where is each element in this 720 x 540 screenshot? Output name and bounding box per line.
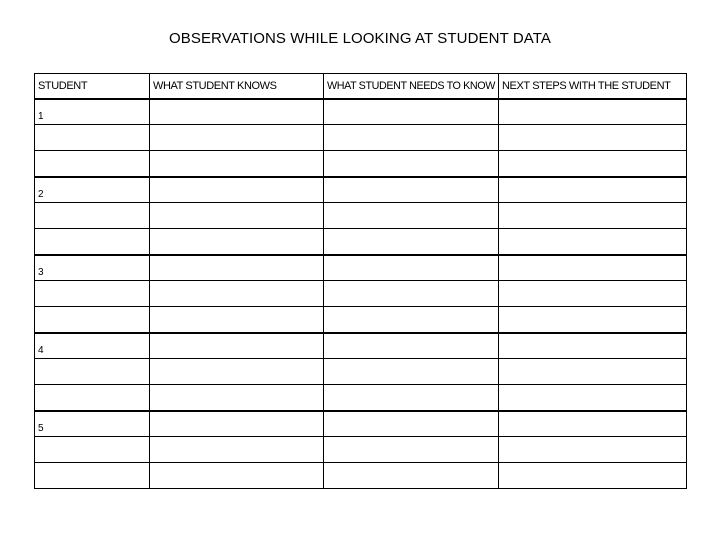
student-cell[interactable]: [35, 437, 150, 463]
needs-cell[interactable]: [324, 281, 499, 307]
next-steps-cell[interactable]: [499, 359, 687, 385]
needs-cell[interactable]: [324, 255, 499, 281]
header-label: WHAT STUDENT NEEDS TO KNOW: [327, 80, 495, 92]
knows-cell[interactable]: [150, 437, 324, 463]
needs-cell[interactable]: [324, 359, 499, 385]
student-number: 2: [38, 188, 44, 200]
table-row: [35, 125, 687, 151]
next-steps-cell[interactable]: [499, 463, 687, 489]
student-cell: [35, 177, 150, 203]
needs-cell[interactable]: [324, 125, 499, 151]
student-number: 5: [38, 422, 44, 434]
needs-cell[interactable]: [324, 307, 499, 333]
table-row: [35, 463, 687, 489]
table-row: [35, 203, 687, 229]
next-steps-cell[interactable]: [499, 333, 687, 359]
table-row: [35, 151, 687, 177]
next-steps-cell[interactable]: [499, 151, 687, 177]
knows-cell[interactable]: [150, 125, 324, 151]
knows-cell[interactable]: [150, 177, 324, 203]
knows-cell[interactable]: [150, 411, 324, 437]
next-steps-cell[interactable]: [499, 281, 687, 307]
observation-table: [34, 73, 687, 489]
student-cell: [35, 99, 150, 125]
knows-cell[interactable]: [150, 333, 324, 359]
needs-cell[interactable]: [324, 437, 499, 463]
student-cell[interactable]: [35, 203, 150, 229]
student-number: 1: [38, 110, 44, 122]
table-row: [35, 359, 687, 385]
student-cell[interactable]: [35, 125, 150, 151]
knows-cell[interactable]: [150, 151, 324, 177]
needs-cell[interactable]: [324, 229, 499, 255]
next-steps-cell[interactable]: [499, 203, 687, 229]
next-steps-cell[interactable]: [499, 125, 687, 151]
next-steps-cell[interactable]: [499, 229, 687, 255]
header-row: [35, 74, 687, 99]
next-steps-cell[interactable]: [499, 177, 687, 203]
table-row: [35, 411, 687, 437]
header-student: STUDENT: [35, 74, 150, 99]
needs-cell[interactable]: [324, 463, 499, 489]
needs-cell[interactable]: [324, 99, 499, 125]
student-cell[interactable]: [35, 463, 150, 489]
header-what-student-knows: WHAT STUDENT KNOWS: [150, 74, 324, 99]
header-what-student-needs-to-know: [324, 74, 499, 99]
student-cell[interactable]: [35, 151, 150, 177]
table-row: [35, 385, 687, 411]
next-steps-cell[interactable]: [499, 385, 687, 411]
needs-cell[interactable]: [324, 203, 499, 229]
next-steps-cell[interactable]: [499, 437, 687, 463]
next-steps-cell[interactable]: [499, 255, 687, 281]
table-row: [35, 229, 687, 255]
knows-cell[interactable]: [150, 203, 324, 229]
table-row: [35, 333, 687, 359]
student-cell: [35, 411, 150, 437]
needs-cell[interactable]: [324, 385, 499, 411]
knows-cell[interactable]: [150, 255, 324, 281]
table-row: [35, 255, 687, 281]
student-cell[interactable]: [35, 385, 150, 411]
student-cell[interactable]: [35, 307, 150, 333]
knows-cell[interactable]: [150, 463, 324, 489]
student-cell[interactable]: [35, 281, 150, 307]
knows-cell[interactable]: [150, 229, 324, 255]
needs-cell[interactable]: [324, 333, 499, 359]
student-cell: [35, 333, 150, 359]
needs-cell[interactable]: [324, 151, 499, 177]
knows-cell[interactable]: [150, 359, 324, 385]
student-cell: [35, 255, 150, 281]
knows-cell[interactable]: [150, 281, 324, 307]
needs-cell[interactable]: [324, 177, 499, 203]
table-row: [35, 177, 687, 203]
needs-cell[interactable]: [324, 411, 499, 437]
knows-cell[interactable]: [150, 307, 324, 333]
student-number: 3: [38, 266, 44, 278]
next-steps-cell[interactable]: [499, 99, 687, 125]
student-cell[interactable]: [35, 359, 150, 385]
table-row: [35, 99, 687, 125]
table-row: [35, 281, 687, 307]
table-row: [35, 307, 687, 333]
student-cell[interactable]: [35, 229, 150, 255]
header-next-steps: NEXT STEPS WITH THE STUDENT: [499, 74, 687, 99]
knows-cell[interactable]: [150, 385, 324, 411]
page-title: OBSERVATIONS WHILE LOOKING AT STUDENT DATA: [168, 30, 552, 47]
knows-cell[interactable]: [150, 99, 324, 125]
student-number: 4: [38, 344, 44, 356]
table-row: [35, 437, 687, 463]
next-steps-cell[interactable]: [499, 411, 687, 437]
next-steps-cell[interactable]: [499, 307, 687, 333]
